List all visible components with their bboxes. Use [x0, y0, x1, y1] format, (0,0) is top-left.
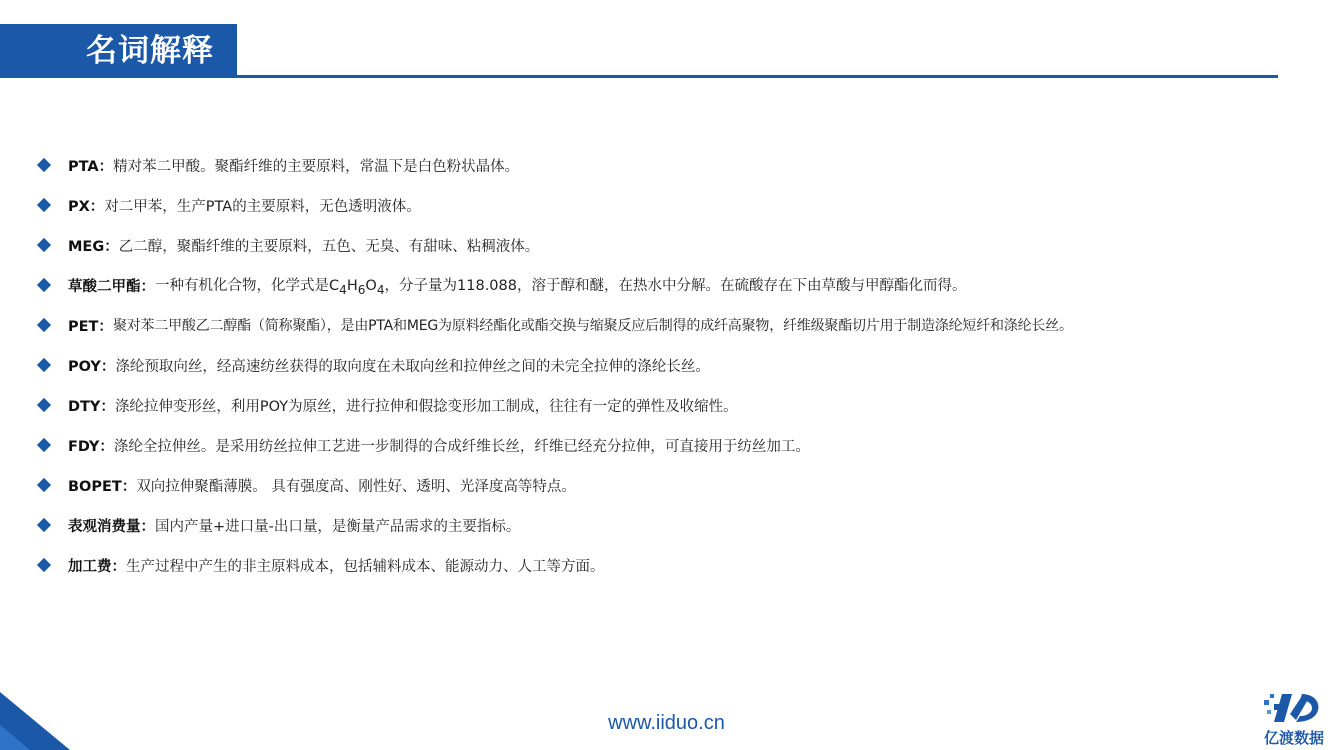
term-name: PTA：	[68, 158, 114, 175]
term-definition: 聚对苯二甲酸乙二醇酯（简称聚酯），是由PTA和MEG为原料经酯化或酯交换与缩聚反应后制得的成纤高聚物，纤维级聚酯切片用于制造涤纶短纤和涤纶长丝。	[112, 318, 1073, 334]
term-definition: 国内产量+进口量-出口量，是衡量产品需求的主要指标。	[155, 518, 521, 535]
formula-subscript: 4	[376, 282, 385, 297]
list-item	[38, 465, 1073, 505]
company-logo	[1258, 690, 1330, 748]
diamond-bullet-icon	[37, 318, 51, 332]
formula-element: O	[365, 277, 377, 294]
term-name: PET：	[68, 318, 113, 335]
term-definition: 对二甲苯，生产PTA的主要原料，无色透明液体。	[104, 198, 421, 215]
term-definition: 涤纶全拉伸丝。是采用纺丝拉伸工艺进一步制得的合成纤维长丝，纤维已经充分拉伸，可直接用于纺丝加工。	[113, 438, 810, 455]
list-item	[38, 265, 1073, 305]
diamond-bullet-icon	[37, 238, 51, 252]
term-definition: 乙二醇，聚酯纤维的主要原料，五色、无臭、有甜味、粘稠液体。	[118, 238, 540, 255]
term-name: DTY：	[68, 398, 115, 415]
page-title: 名词解释	[86, 33, 214, 69]
list-item	[38, 305, 1073, 345]
chemical-formula	[329, 277, 385, 297]
diamond-bullet-icon	[37, 478, 51, 492]
list-item	[38, 385, 1073, 425]
list-item	[38, 345, 1073, 385]
term-definition: 涤纶预取向丝，经高速纺丝获得的取向度在未取向丝和拉伸丝之间的未完全拉伸的涤纶长丝。	[115, 358, 710, 375]
iiduo-logo-icon	[1262, 690, 1326, 726]
formula-element: C	[329, 277, 340, 294]
logo-text: 亿渡数据	[1263, 729, 1324, 747]
formula-subscript: 6	[357, 282, 366, 297]
term-name: 表观消费量：	[68, 518, 155, 535]
diamond-bullet-icon	[37, 158, 51, 172]
term-list	[38, 145, 1073, 585]
term-name: 加工费：	[68, 558, 126, 575]
diamond-bullet-icon	[37, 358, 51, 372]
term-name: PX：	[68, 198, 105, 215]
list-item	[38, 545, 1073, 585]
term-definition: 双向拉伸聚酯薄膜。 具有强度高、刚性好、透明、光泽度高等特点。	[136, 478, 576, 495]
diamond-bullet-icon	[37, 558, 51, 572]
term-definition: 生产过程中产生的非主原料成本，包括辅料成本、能源动力、人工等方面。	[126, 558, 605, 575]
formula-element: H	[346, 277, 358, 294]
list-item	[38, 425, 1073, 465]
list-item	[38, 225, 1073, 265]
diamond-bullet-icon	[37, 438, 51, 452]
diamond-bullet-icon	[37, 398, 51, 412]
diamond-bullet-icon	[37, 198, 51, 212]
term-definition: 精对苯二甲酸。聚酯纤维的主要原料，常温下是白色粉状晶体。	[113, 158, 520, 175]
header-divider	[237, 75, 1278, 78]
definition-text: 一种有机化合物，化学式是	[155, 277, 329, 294]
term-name: FDY：	[68, 438, 114, 455]
term-definition	[155, 274, 966, 297]
list-item	[38, 145, 1073, 185]
list-item	[38, 505, 1073, 545]
footer-url-link[interactable]: www.iiduo.cn	[608, 712, 725, 734]
term-name: POY：	[68, 358, 116, 375]
formula-subscript: 4	[339, 282, 347, 297]
term-name: BOPET：	[68, 478, 137, 495]
term-name: 草酸二甲酯：	[68, 278, 155, 295]
list-item	[38, 185, 1073, 225]
term-definition: 涤纶拉伸变形丝，利用POY为原丝，进行拉伸和假捻变形加工制成，往往有一定的弹性及收缩性。	[114, 398, 738, 415]
diamond-bullet-icon	[37, 278, 51, 292]
term-name: MEG：	[68, 238, 119, 255]
diamond-bullet-icon	[37, 518, 51, 532]
definition-text: ，分子量为118.088，溶于醇和醚，在热水中分解。在硫酸存在下由草酸与甲醇酯化而得。	[384, 277, 967, 294]
